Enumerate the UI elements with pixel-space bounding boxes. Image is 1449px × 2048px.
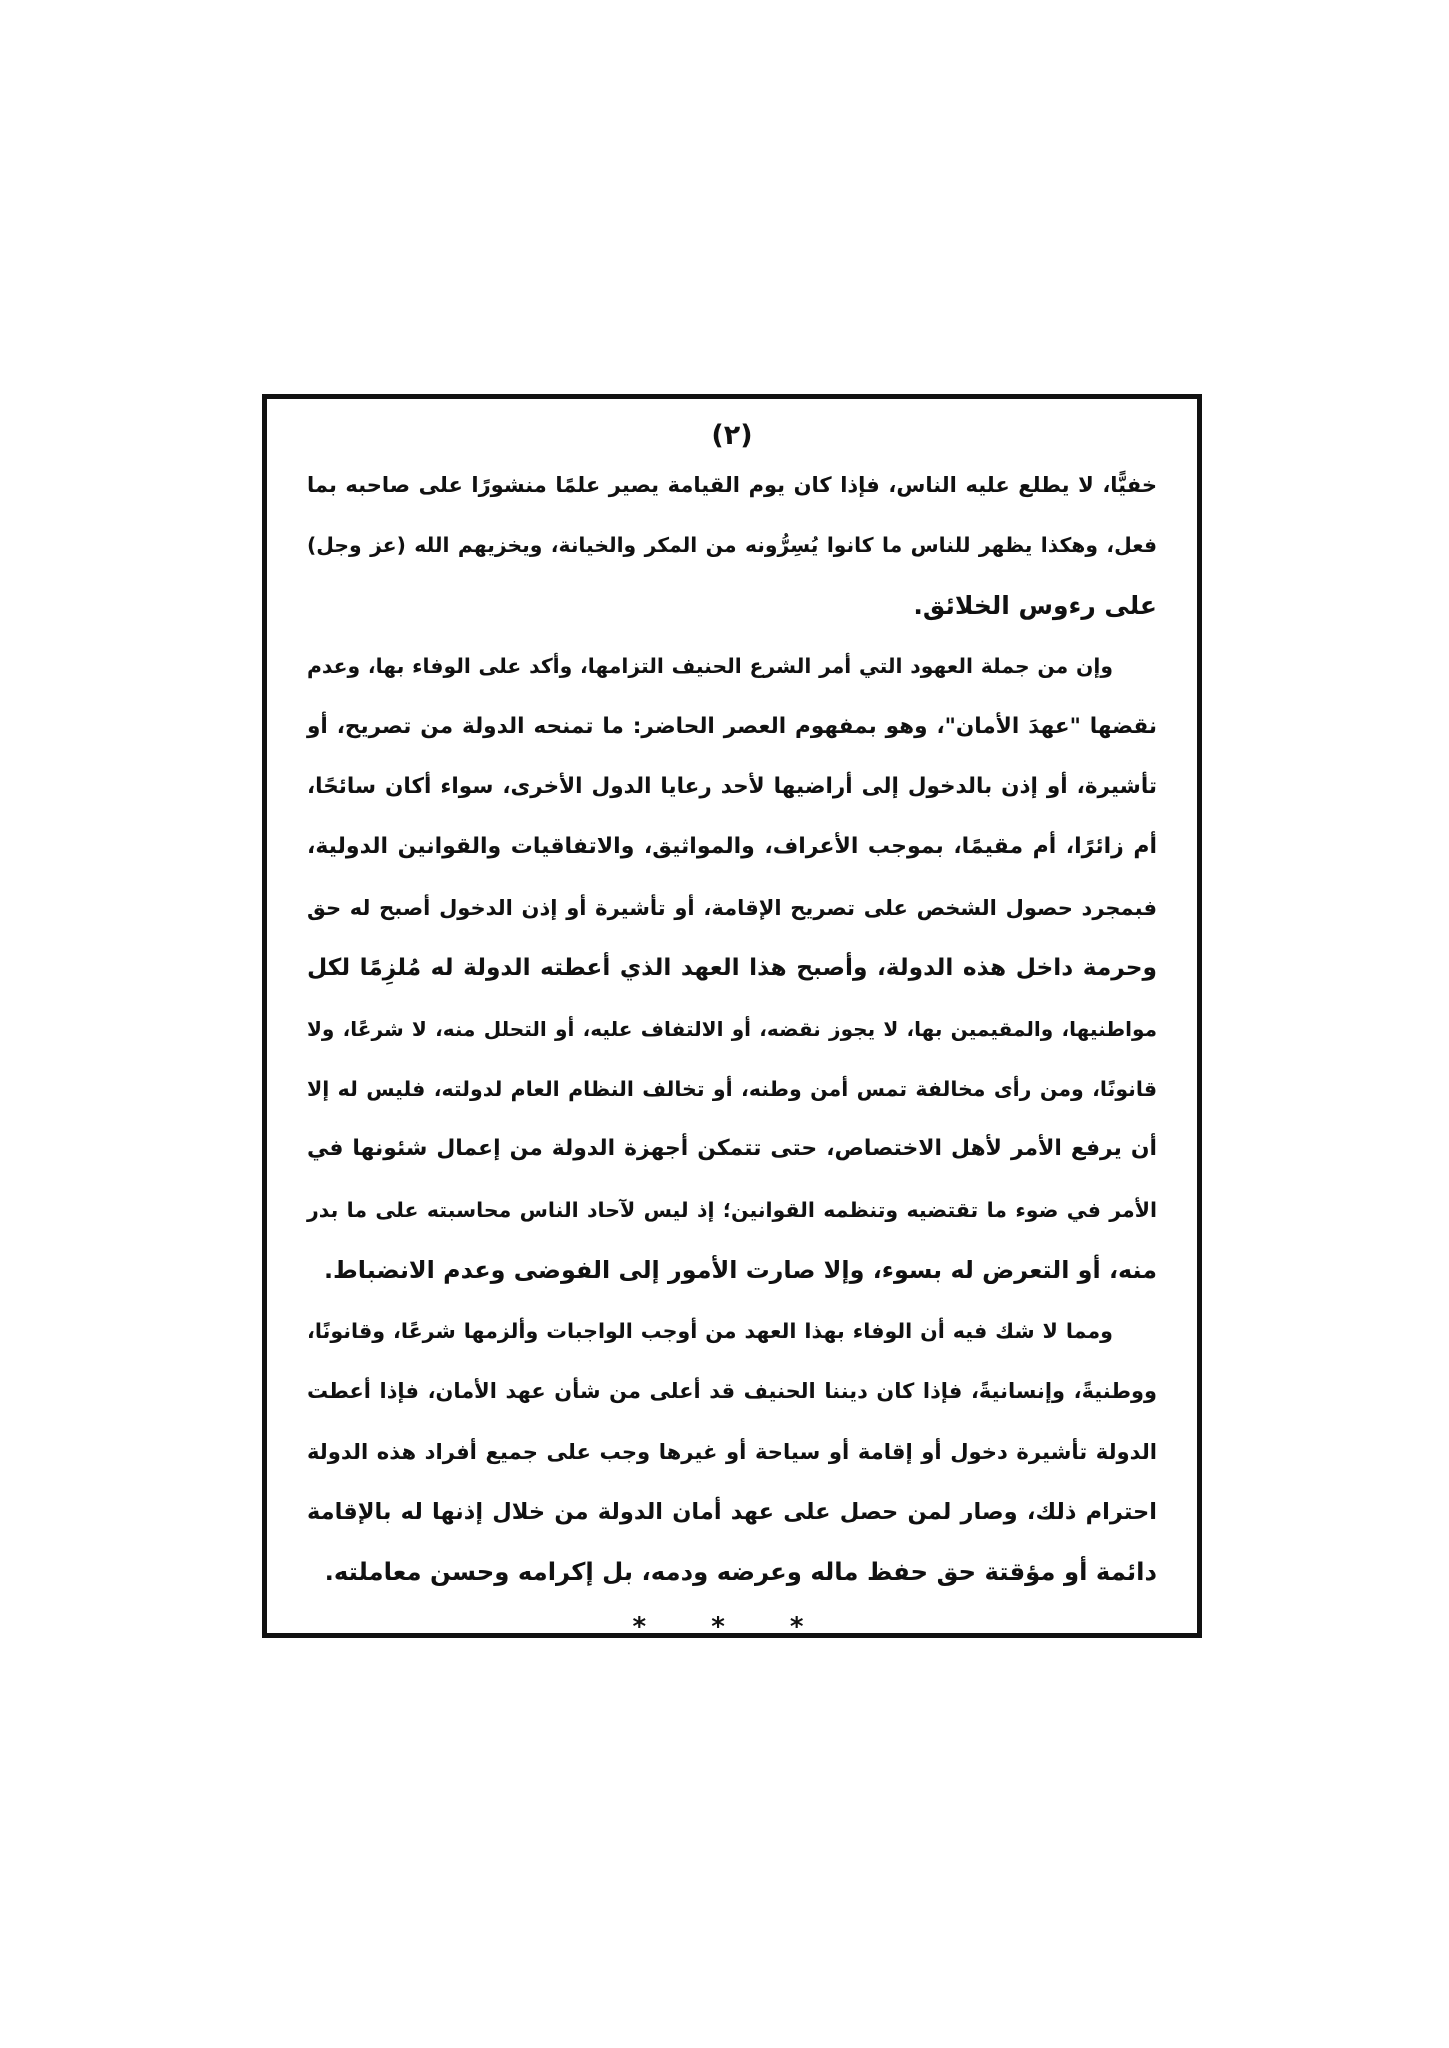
section-separator: * * *: [632, 1611, 832, 1642]
page-number: (٢): [711, 420, 753, 451]
text-line: احترام ذلك، وصار لمن حصل على عهد أمان الدولة من خلال إذنها له بالإقامة: [307, 1498, 1157, 1525]
text-line: قانونًا، ومن رأى مخالفة تمس أمن وطنه، أو تخالف النظام العام لدولته، فليس له إلا: [307, 1077, 1157, 1102]
text-line: الأمر في ضوء ما تقتضيه وتنظمه القوانين؛ إذ ليس لآحاد الناس محاسبته على ما بدر: [307, 1197, 1157, 1222]
text-line: تأشيرة، أو إذن بالدخول إلى أراضيها لأحد رعايا الدول الأخرى، سواء أكان سائحًا،: [307, 774, 1157, 800]
text-line: دائمة أو مؤقتة حق حفظ ماله وعرضه ودمه، بل إكرامه وحسن معاملته.: [324, 1557, 1157, 1587]
paragraph-3: [307, 1301, 1157, 1603]
text-line: أم زائرًا، أم مقيمًا، بموجب الأعراف، والمواثيق، والاتفاقيات والقوانين الدولية،: [307, 834, 1157, 860]
text-line: ومما لا شك فيه أن الوفاء بهذا العهد من أوجب الواجبات وألزمها شرعًا، وقانونًا،: [307, 1318, 1113, 1343]
text-line: وإن من جملة العهود التي أمر الشرع الحنيف التزامها، وأكد على الوفاء بها، وعدم: [307, 654, 1113, 679]
text-line: الدولة تأشيرة دخول أو إقامة أو سياحة أو غيرها وجب على جميع أفراد هذه الدولة: [307, 1438, 1157, 1464]
text-line: أن يرفع الأمر لأهل الاختصاص، حتى تتمكن أجهزة الدولة من إعمال شئونها في: [307, 1136, 1157, 1162]
text-line: مواطنيها، والمقيمين بها، لا يجوز نقضه، أو الالتفاف عليه، أو التحلل منه، لا شرعًا، ولا: [307, 1016, 1157, 1041]
text-line: فبمجرد حصول الشخص على تصريح الإقامة، أو تأشيرة أو إذن الدخول أصبح له حق: [307, 894, 1157, 920]
text-line: منه، أو التعرض له بسوء، وإلا صارت الأمور إلى الفوضى وعدم الانضباط.: [323, 1256, 1157, 1285]
page-frame: [262, 394, 1202, 1642]
text-line: نقضها "عهدَ الأمان"، وهو بمفهوم العصر الحاضر: ما تمنحه الدولة من تصريح، أو: [307, 713, 1157, 739]
paragraph-1: [307, 455, 1157, 636]
text-line: فعل، وهكذا يظهر للناس ما كانوا يُسِرُّونه من المكر والخيانة، ويخزيهم الله (عز وجل): [307, 533, 1157, 558]
text-line: وحرمة داخل هذه الدولة، وأصبح هذا العهد الذي أعطته الدولة له مُلزِمًا لكل: [307, 954, 1157, 982]
text-line: خفيًّا، لا يطلع عليه الناس، فإذا كان يوم القيامة يصير علمًا منشورًا على صاحبه بما: [307, 472, 1157, 497]
text-line: ووطنيةً، وإنسانيةً، فإذا كان ديننا الحنيف قد أعلى من شأن عهد الأمان، فإذا أعطت: [307, 1379, 1157, 1404]
text-line: على رءوس الخلائق.: [913, 590, 1157, 620]
paragraph-2: [307, 636, 1157, 1300]
